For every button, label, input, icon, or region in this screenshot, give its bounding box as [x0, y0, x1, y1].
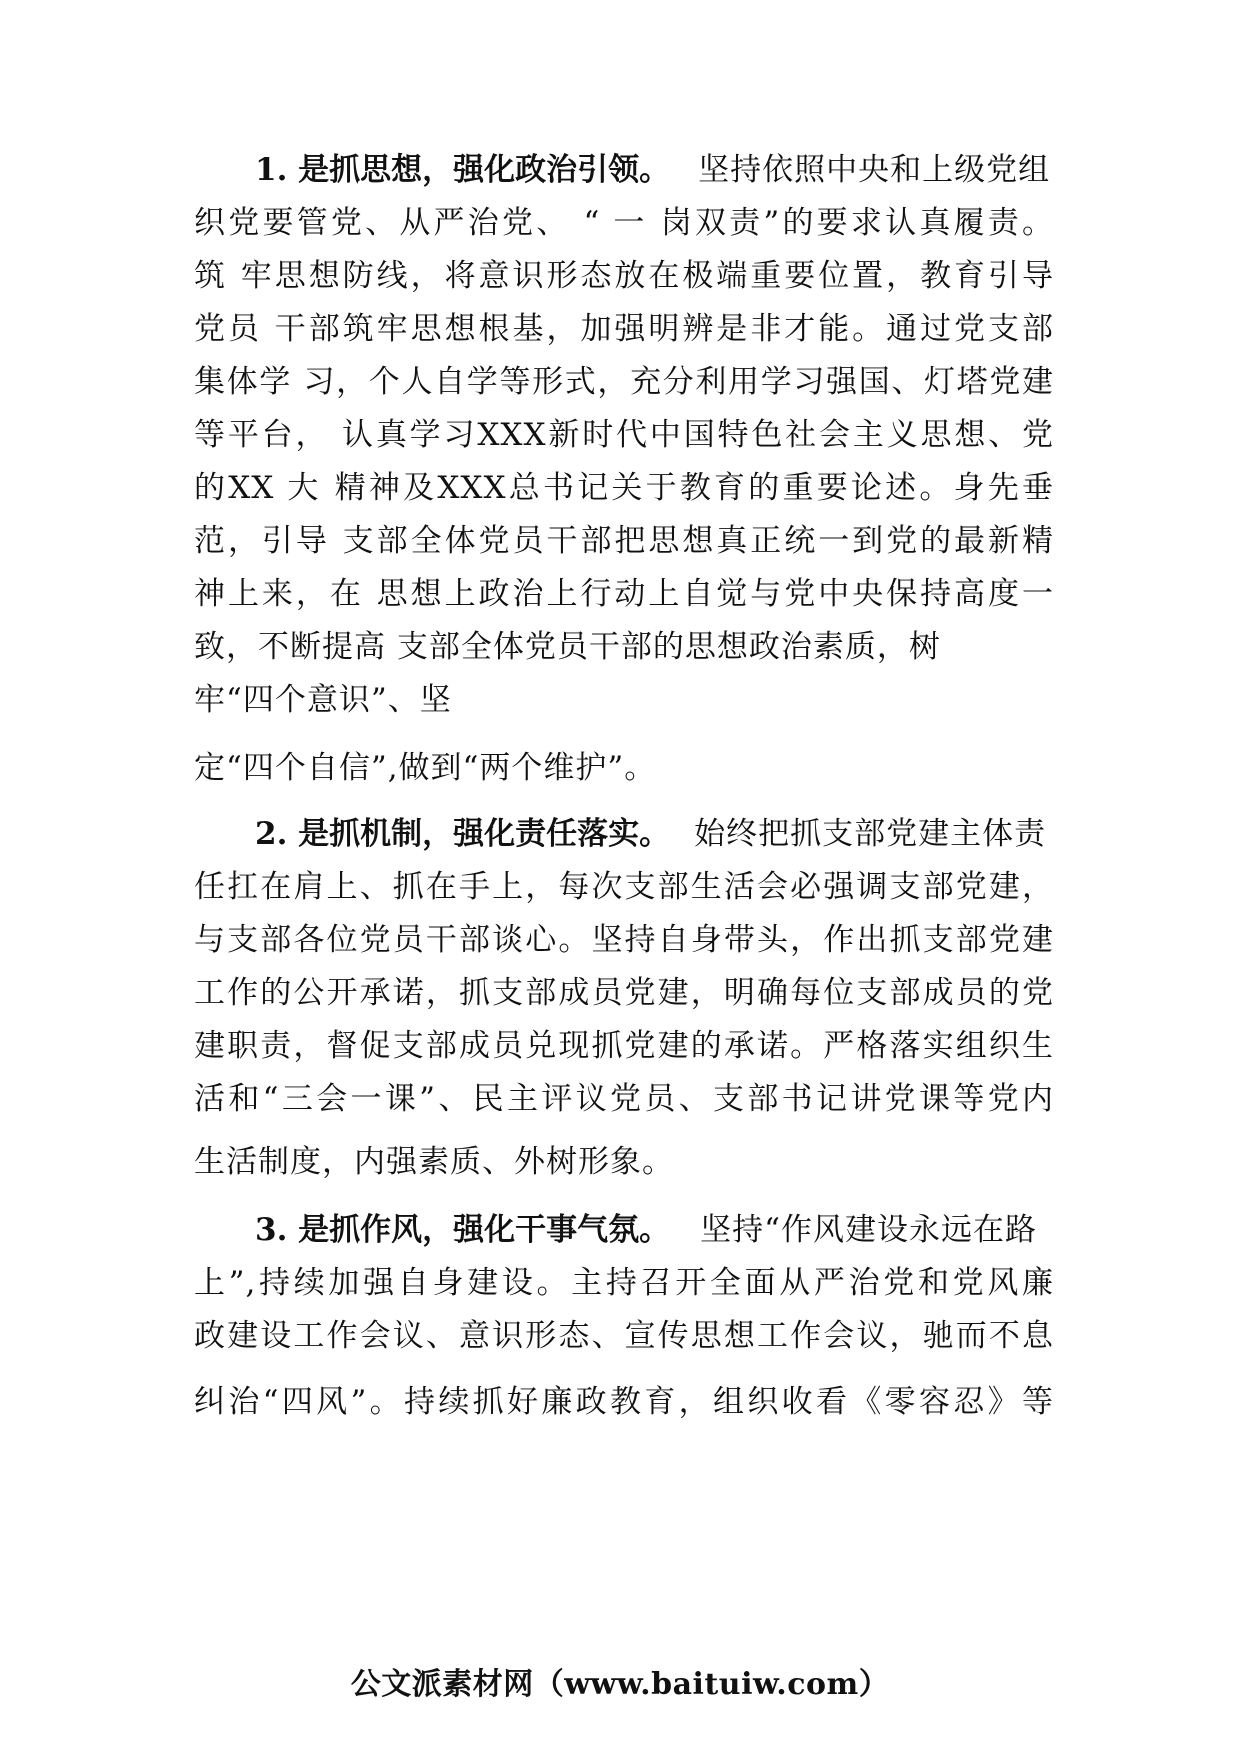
paragraph-line: 定“四个自信”,做到“两个维护”。 [194, 750, 657, 786]
paragraph-line: 等平台， 认真学习XXX新时代中国特色社会主义思想、党 [194, 417, 1054, 453]
paragraph-line: 政建设工作会议、意识形态、宣传思想工作会议，驰而不息 [194, 1318, 1054, 1354]
paragraph-line: 活和“三会一课”、民主评议党员、支部书记讲党课等党内 [194, 1081, 1054, 1117]
paragraph-text: 始终把抓支部党建主体责 [694, 816, 1047, 852]
paragraph-line: 牢“四个意识”、坚 [194, 682, 452, 718]
paragraph-line: 筑 牢思想防线，将意识形态放在极端重要位置，教育引导 [194, 258, 1054, 294]
paragraph-3-first-line [255, 1210, 1115, 1250]
paragraph-line: 建职责，督促支部成员兑现抓党建的承诺。严格落实组织生 [194, 1028, 1054, 1064]
paragraph-line: 的XX 大 精神及XXX总书记关于教育的重要论述。身先垂 [194, 470, 1054, 506]
section-heading-3: 3. 是抓作风，强化干事气氛。 [255, 1212, 671, 1248]
paragraph-line: 上”,持续加强自身建设。主持召开全面从严治党和党风廉 [194, 1265, 1054, 1301]
paragraph-line: 纠治“四风”。持续抓好廉政教育，组织收看《零容忍》等 [194, 1384, 1054, 1420]
paragraph-line: 神上来，在 思想上政治上行动上自觉与党中央保持高度一 [194, 576, 1054, 612]
paragraph-line: 与支部各位党员干部谈心。坚持自身带头，作出抓支部党建 [194, 922, 1054, 958]
paragraph-line: 党员 干部筑牢思想根基，加强明辨是非才能。通过党支部 [194, 311, 1054, 347]
paragraph-line: 生活制度，内强素质、外树形象。 [194, 1144, 674, 1180]
paragraph-line: 织党要管党、从严治党、 “ 一 岗双责”的要求认真履责。 [194, 205, 1054, 241]
section-heading-2: 2. 是抓机制，强化责任落实。 [255, 816, 671, 852]
section-heading-1: 1. 是抓思想，强化政治引领。 [255, 152, 671, 188]
paragraph-text: 坚持依照中央和上级党组 [698, 152, 1051, 188]
paragraph-line: 任扛在肩上、抓在手上，每次支部生活会必强调支部党建， [194, 869, 1054, 905]
paragraph-line: 范，引导 支部全体党员干部把思想真正统一到党的最新精 [194, 523, 1054, 559]
paragraph-line: 工作的公开承诺，抓支部成员党建，明确每位支部成员的党 [194, 975, 1054, 1011]
paragraph-line: 集体学 习，个人自学等形式，充分利用学习强国、灯塔党建 [194, 364, 1054, 400]
paragraph-1-first-line [255, 150, 1115, 190]
paragraph-2-first-line [255, 814, 1115, 854]
paragraph-line: 致，不断提高 支部全体党员干部的思想政治素质，树 [194, 629, 941, 665]
paragraph-text: 坚持“作风建设永远在路 [700, 1212, 1038, 1248]
footer-source: 公文派素材网（www.baituiw.com） [350, 1667, 890, 1702]
